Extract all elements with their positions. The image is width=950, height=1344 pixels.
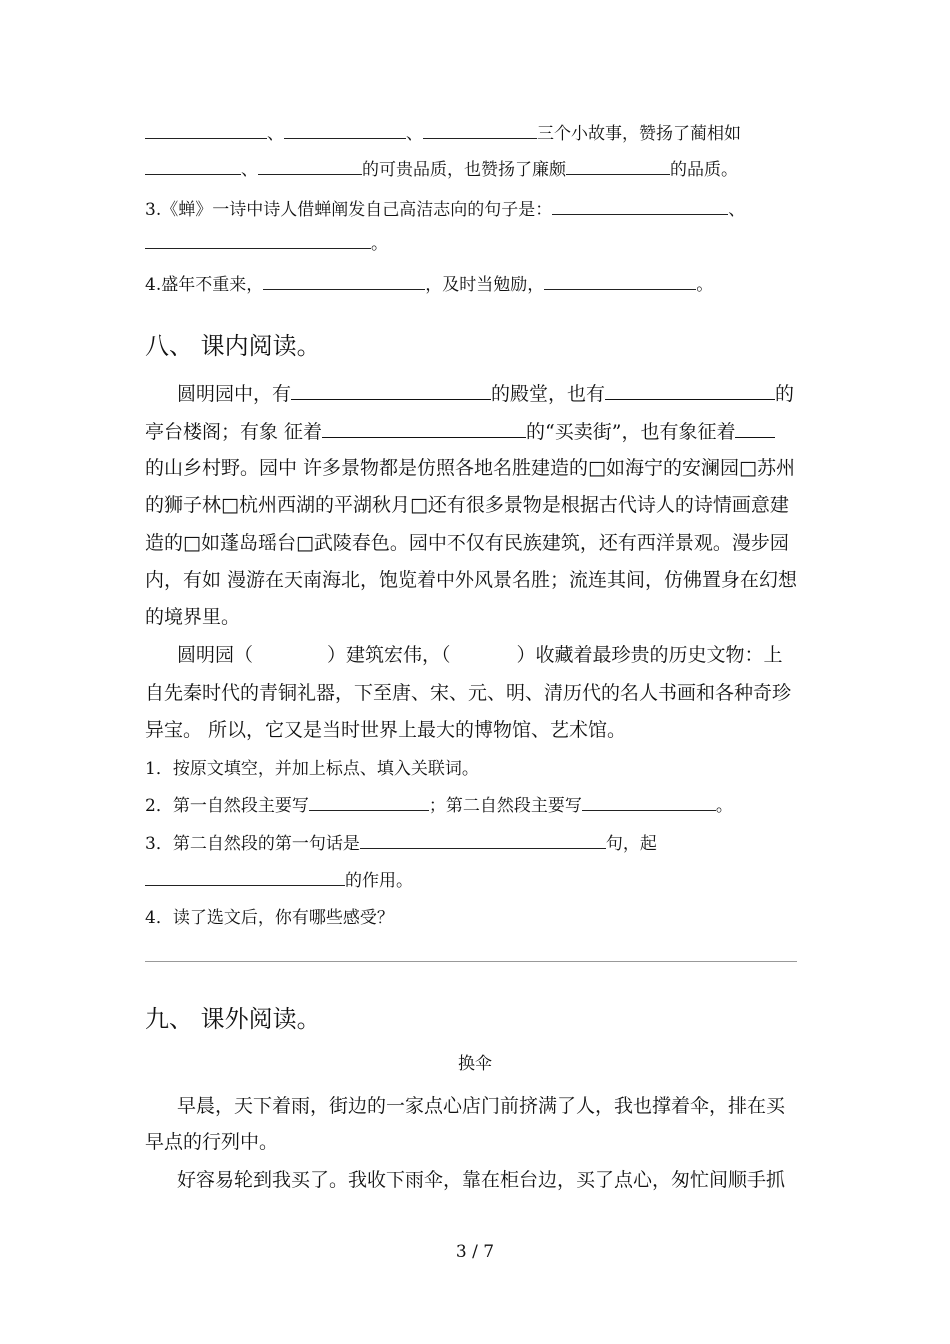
answer-blank[interactable] xyxy=(309,794,429,811)
q7-item-4: 4.盛年不重来， ，及时当勉励， 。 xyxy=(145,275,714,295)
s9-p2-line-1: 好容易轮到我买了。我收下雨伞，靠在柜台边，买了点心，匆忙间顺手抓 xyxy=(177,1169,786,1191)
s8-question-3-cont: 的作用。 xyxy=(145,869,413,892)
answer-blank[interactable] xyxy=(322,421,526,438)
s8-p2-line-3: 异宝。 所以，它又是当时世界上最大的博物馆、艺术馆。 xyxy=(145,719,627,741)
answer-blank[interactable] xyxy=(582,794,716,811)
answer-blank[interactable] xyxy=(605,383,775,400)
s8-p1-line-7: 的境界里。 xyxy=(145,606,241,628)
s8-p2-line-2: 自先秦时代的青铜礼器，下至唐、宋、元、明、清历代的名人书画和各种奇珍 xyxy=(145,682,792,704)
answer-blank[interactable] xyxy=(263,273,425,290)
s8-question-3: 3．第二自然段的第一句话是 句，起 xyxy=(145,834,657,854)
s8-p1-line-5: 造的□如蓬岛瑶台□武陵春色。园中不仅有民族建筑，还有西洋景观。漫步园 xyxy=(145,532,789,554)
page-number: 3 / 7 xyxy=(455,1242,495,1262)
answer-blank[interactable] xyxy=(566,158,670,175)
answer-blank[interactable] xyxy=(284,122,406,139)
answer-blank[interactable] xyxy=(552,198,728,215)
answer-blank[interactable] xyxy=(145,232,371,249)
answer-blank[interactable] xyxy=(735,421,775,438)
answer-line[interactable] xyxy=(145,961,797,962)
answer-blank[interactable] xyxy=(544,273,696,290)
s8-question-1: 1．按原文填空，并加上标点、填入关联词。 xyxy=(145,759,479,779)
s8-p1-line-3: 的山乡村野。园中 许多景物都是仿照各地名胜建造的□如海宁的安澜园□苏州 xyxy=(145,457,795,479)
answer-blank[interactable] xyxy=(145,158,241,175)
q7-line-1: 、 、 三个小故事，赞扬了蔺相如 xyxy=(145,122,741,145)
s8-p1-line-4: 的狮子林□杭州西湖的平湖秋月□还有很多景物是根据古代诗人的诗情画意建 xyxy=(145,494,789,516)
s8-p1-line-6: 内，有如 漫游在天南海北，饱览着中外风景名胜；流连其间，仿佛置身在幻想 xyxy=(145,569,798,591)
q7-item-3: 3.《蝉》一诗中诗人借蝉阐发自己高洁志向的句子是： 、 xyxy=(145,200,746,220)
q7-line-2: 、 的可贵品质，也赞扬了廉颇 的品质。 xyxy=(145,158,738,181)
answer-blank[interactable] xyxy=(423,122,537,139)
s8-p2-line-1: 圆明园（ ）建筑宏伟，（ ）收藏着最珍贵的历史文物：上 xyxy=(177,644,783,666)
q7-item-3-cont: 。 xyxy=(145,232,388,255)
s8-question-4: 4．读了选文后，你有哪些感受？ xyxy=(145,908,394,928)
answer-blank[interactable] xyxy=(291,383,491,400)
s8-question-2: 2．第一自然段主要写 ；第二自然段主要写 。 xyxy=(145,796,733,816)
s8-p1-line-2: 亭台楼阁；有象 征着 的“买卖街”，也有象征着 xyxy=(145,420,775,444)
answer-blank[interactable] xyxy=(145,869,345,886)
answer-blank[interactable] xyxy=(258,158,362,175)
s9-p1-line-2: 早点的行列中。 xyxy=(145,1131,279,1153)
answer-blank[interactable] xyxy=(145,122,267,139)
section-9-heading: 九、 课外阅读。 xyxy=(145,1005,321,1033)
story-title: 换伞 xyxy=(458,1054,492,1074)
answer-blank[interactable] xyxy=(360,832,606,849)
s9-p1-line-1: 早晨，天下着雨，街边的一家点心店门前挤满了人，我也撑着伞，排在买 xyxy=(177,1095,786,1117)
section-8-heading: 八、 课内阅读。 xyxy=(145,332,321,360)
s8-p1-line-1: 圆明园中，有 的殿堂，也有 的 xyxy=(177,383,795,405)
